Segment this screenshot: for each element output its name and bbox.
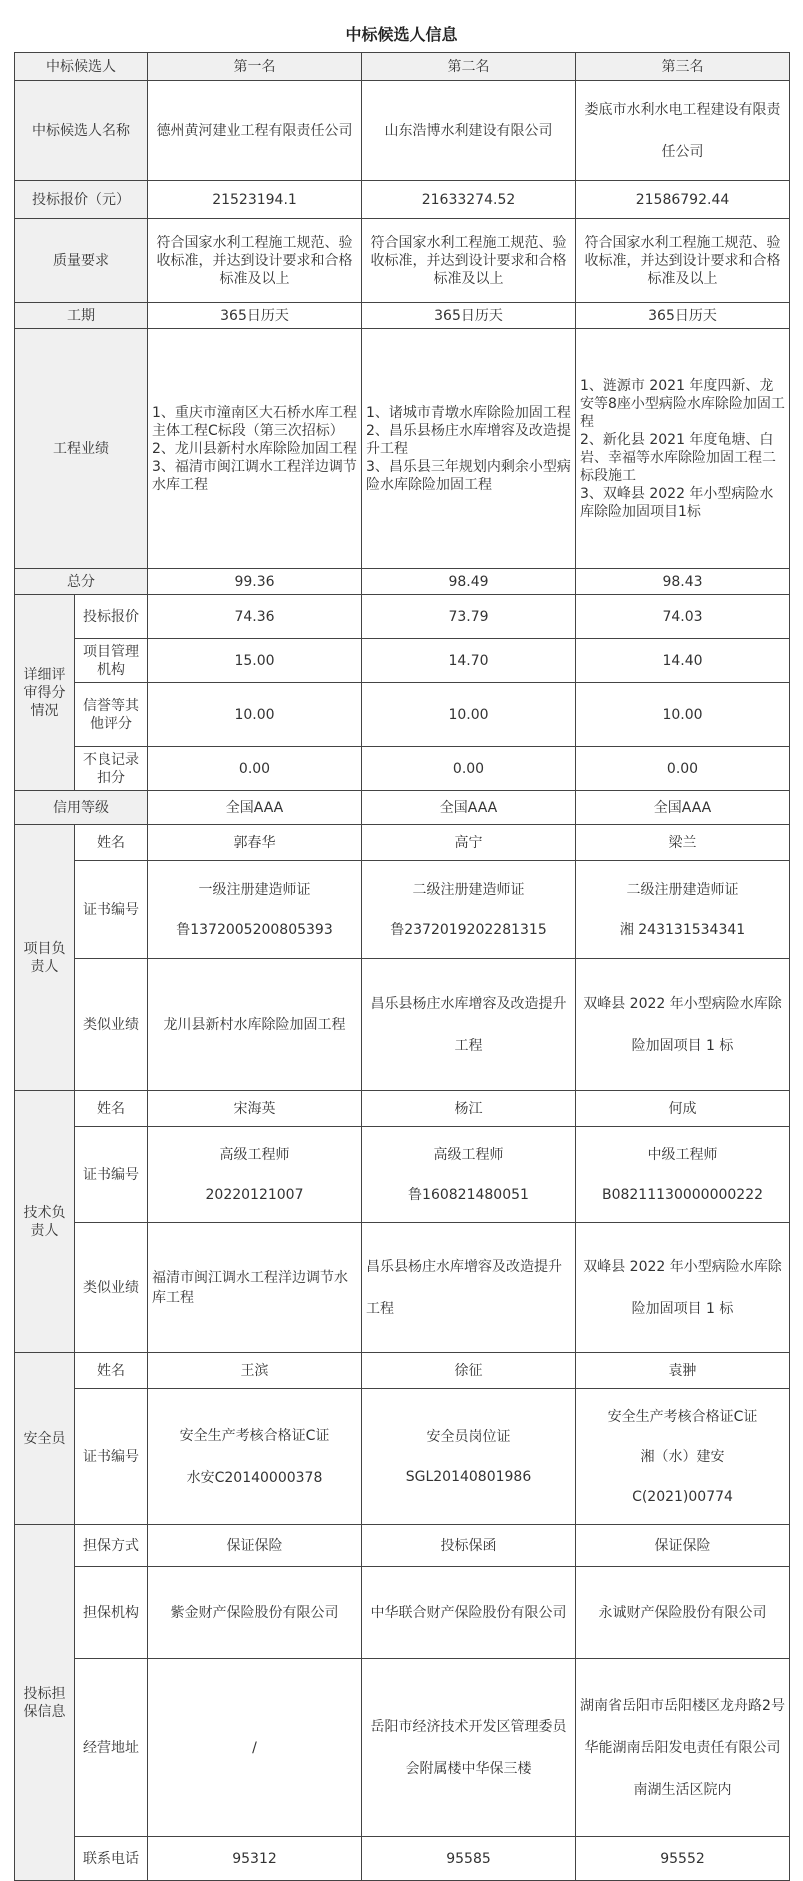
row-total-score: [15, 569, 790, 595]
period-1: 365日历天: [148, 303, 362, 329]
header-rank-2: 第二名: [362, 53, 576, 81]
pm-cert-2: [362, 861, 576, 959]
cert-type: 安全生产考核合格证C证: [179, 1427, 330, 1444]
row-label: 投标报价（元）: [15, 181, 148, 219]
tech-perf-3: 双峰县 2022 年小型病险水库除险加固项目 1 标: [576, 1223, 790, 1353]
group-label: 投标担保信息: [15, 1525, 75, 1881]
row-detail-credit: [15, 683, 790, 747]
row-detail-org: [15, 639, 790, 683]
row-tech-cert: [15, 1127, 790, 1223]
score-cell: 15.00: [148, 639, 362, 683]
guarantee-addr-3: 湖南省岳阳市岳阳楼区龙舟路2号华能湖南岳阳发电责任有限公司南湖生活区院内: [576, 1659, 790, 1837]
tech-cert-3: [576, 1127, 790, 1223]
header-rank-3: 第三名: [576, 53, 790, 81]
period-2: 365日历天: [362, 303, 576, 329]
cert-type: 高级工程师: [219, 1146, 290, 1163]
row-label: 总分: [15, 569, 148, 595]
pm-name-1: 郭春华: [148, 825, 362, 861]
credit-1: 全国AAA: [148, 791, 362, 825]
safety-name-1: 王滨: [148, 1353, 362, 1389]
sub-label: 信誉等其他评分: [75, 683, 148, 747]
total-2: 98.49: [362, 569, 576, 595]
guarantee-method-3: 保证保险: [576, 1525, 790, 1567]
performance-3: 1、涟源市 2021 年度四新、龙安等8座小型病险水库除险加固工程 2、新化县 2021 年度龟塘、白岩、幸福等水库除险加固工程二标段施工 3、双峰县 2022 年小型病险水库除险加固项目1标: [576, 329, 790, 569]
cert-number: 鲁2372019202281315: [390, 921, 547, 938]
sub-label: 证书编号: [75, 1127, 148, 1223]
score-cell: 0.00: [148, 747, 362, 791]
period-3: 365日历天: [576, 303, 790, 329]
quality-2: 符合国家水利工程施工规范、验收标准，并达到设计要求和合格标准及以上: [362, 219, 576, 303]
group-label: 详细评审得分情况: [15, 595, 75, 791]
row-credit-level: [15, 791, 790, 825]
sub-label: 联系电话: [75, 1837, 148, 1881]
score-cell: 10.00: [576, 683, 790, 747]
score-cell: 73.79: [362, 595, 576, 639]
candidate-name-1: 德州黄河建业工程有限责任公司: [148, 81, 362, 181]
guarantee-phone-1: 95312: [148, 1837, 362, 1881]
guarantee-phone-2: 95585: [362, 1837, 576, 1881]
quality-1: 符合国家水利工程施工规范、验收标准，并达到设计要求和合格标准及以上: [148, 219, 362, 303]
credit-2: 全国AAA: [362, 791, 576, 825]
cert-type: 二级注册建造师证: [412, 881, 525, 898]
row-tech-perf: [15, 1223, 790, 1353]
tech-name-2: 杨江: [362, 1091, 576, 1127]
cert-type: 安全员岗位证: [426, 1428, 511, 1445]
sub-label: 担保机构: [75, 1567, 148, 1659]
pm-cert-3: [576, 861, 790, 959]
sub-label: 经营地址: [75, 1659, 148, 1837]
candidate-name-3: 娄底市水利水电工程建设有限责任公司: [576, 81, 790, 181]
pm-cert-1: [148, 861, 362, 959]
row-safety-name: [15, 1353, 790, 1389]
row-safety-cert: [15, 1389, 790, 1525]
sub-label: 姓名: [75, 1353, 148, 1389]
pm-perf-3: 双峰县 2022 年小型病险水库除险加固项目 1 标: [576, 959, 790, 1091]
cert-number: SGL20140801986: [405, 1468, 532, 1485]
performance-2: 1、诸城市青墩水库除险加固工程 2、昌乐县杨庄水库增容及改造提升工程 3、昌乐县三年规划内剩余小型病险水库除险加固工程: [362, 329, 576, 569]
safety-name-3: 袁翀: [576, 1353, 790, 1389]
row-guarantee-org: [15, 1567, 790, 1659]
group-label: 项目负责人: [15, 825, 75, 1091]
safety-cert-1: [148, 1389, 362, 1525]
tech-perf-2: 昌乐县杨庄水库增容及改造提升工程: [362, 1223, 576, 1353]
group-label: 技术负责人: [15, 1091, 75, 1353]
row-guarantee-method: [15, 1525, 790, 1567]
guarantee-org-3: 永诚财产保险股份有限公司: [576, 1567, 790, 1659]
row-label: 工期: [15, 303, 148, 329]
total-1: 99.36: [148, 569, 362, 595]
sub-label: 项目管理机构: [75, 639, 148, 683]
bid-price-3: 21586792.44: [576, 181, 790, 219]
header-rank-1: 第一名: [148, 53, 362, 81]
guarantee-org-1: 紫金财产保险股份有限公司: [148, 1567, 362, 1659]
sub-label: 不良记录扣分: [75, 747, 148, 791]
cert-number: 20220121007: [205, 1186, 304, 1203]
row-performance: [15, 329, 790, 569]
guarantee-method-1: 保证保险: [148, 1525, 362, 1567]
row-guarantee-phone: [15, 1837, 790, 1881]
row-label: 质量要求: [15, 219, 148, 303]
cert-number: 鲁160821480051: [408, 1186, 529, 1203]
pm-name-3: 梁兰: [576, 825, 790, 861]
pm-perf-1: 龙川县新村水库除险加固工程: [148, 959, 362, 1091]
cert-type: 中级工程师: [647, 1146, 718, 1163]
quality-3: 符合国家水利工程施工规范、验收标准，并达到设计要求和合格标准及以上: [576, 219, 790, 303]
row-bid-price: [15, 181, 790, 219]
candidate-name-2: 山东浩博水利建设有限公司: [362, 81, 576, 181]
pm-perf-2: 昌乐县杨庄水库增容及改造提升工程: [362, 959, 576, 1091]
row-candidate-name: [15, 81, 790, 181]
tech-cert-1: [148, 1127, 362, 1223]
row-label: 中标候选人名称: [15, 81, 148, 181]
sub-label: 投标报价: [75, 595, 148, 639]
row-pm-perf: [15, 959, 790, 1091]
sub-label: 姓名: [75, 1091, 148, 1127]
score-cell: 74.36: [148, 595, 362, 639]
score-cell: 0.00: [362, 747, 576, 791]
guarantee-org-2: 中华联合财产保险股份有限公司: [362, 1567, 576, 1659]
bid-price-1: 21523194.1: [148, 181, 362, 219]
pm-name-2: 高宁: [362, 825, 576, 861]
cert-type: 安全生产考核合格证C证: [607, 1408, 758, 1425]
candidate-table: [14, 52, 790, 1881]
performance-1: 1、重庆市潼南区大石桥水库工程主体工程C标段（第三次招标） 2、龙川县新村水库除险加固工程 3、福清市闽江调水工程洋边调节水库工程: [148, 329, 362, 569]
tech-perf-1: 福清市闽江调水工程洋边调节水库工程: [148, 1223, 362, 1353]
cert-type: 二级注册建造师证: [626, 881, 739, 898]
tech-name-1: 宋海英: [148, 1091, 362, 1127]
row-label: 工程业绩: [15, 329, 148, 569]
score-cell: 10.00: [362, 683, 576, 747]
row-tech-name: [15, 1091, 790, 1127]
guarantee-addr-1: /: [148, 1659, 362, 1837]
cert-type: 一级注册建造师证: [198, 881, 311, 898]
row-guarantee-address: [15, 1659, 790, 1837]
sub-label: 类似业绩: [75, 1223, 148, 1353]
table-header-row: [15, 53, 790, 81]
sub-label: 担保方式: [75, 1525, 148, 1567]
score-cell: 14.40: [576, 639, 790, 683]
row-detail-bid: [15, 595, 790, 639]
score-cell: 14.70: [362, 639, 576, 683]
sub-label: 类似业绩: [75, 959, 148, 1091]
row-detail-deduct: [15, 747, 790, 791]
bid-price-2: 21633274.52: [362, 181, 576, 219]
guarantee-addr-2: 岳阳市经济技术开发区管理委员会附属楼中华保三楼: [362, 1659, 576, 1837]
row-label: 信用等级: [15, 791, 148, 825]
sub-label: 证书编号: [75, 861, 148, 959]
cert-number: 鲁1372005200805393: [176, 921, 333, 938]
credit-3: 全国AAA: [576, 791, 790, 825]
sub-label: 姓名: [75, 825, 148, 861]
score-cell: 0.00: [576, 747, 790, 791]
row-quality: [15, 219, 790, 303]
total-3: 98.43: [576, 569, 790, 595]
row-pm-cert: [15, 861, 790, 959]
safety-cert-2: [362, 1389, 576, 1525]
safety-name-2: 徐征: [362, 1353, 576, 1389]
score-cell: 74.03: [576, 595, 790, 639]
sub-label: 证书编号: [75, 1389, 148, 1525]
row-period: [15, 303, 790, 329]
group-label: 安全员: [15, 1353, 75, 1525]
cert-number: 水安C20140000378: [186, 1469, 323, 1486]
row-pm-name: [15, 825, 790, 861]
cert-number: B08211130000000222: [601, 1186, 764, 1203]
cert-number: C(2021)00774: [632, 1488, 733, 1505]
cert-type: 高级工程师: [433, 1146, 504, 1163]
score-cell: 10.00: [148, 683, 362, 747]
page-title: 中标候选人信息: [345, 25, 458, 44]
guarantee-phone-3: 95552: [576, 1837, 790, 1881]
tech-cert-2: [362, 1127, 576, 1223]
guarantee-method-2: 投标保函: [362, 1525, 576, 1567]
header-label: 中标候选人: [15, 53, 148, 81]
cert-number: 湘 243131534341: [619, 921, 746, 938]
safety-cert-3: [576, 1389, 790, 1525]
tech-name-3: 何成: [576, 1091, 790, 1127]
cert-line-2: 湘（水）建安: [640, 1448, 725, 1465]
